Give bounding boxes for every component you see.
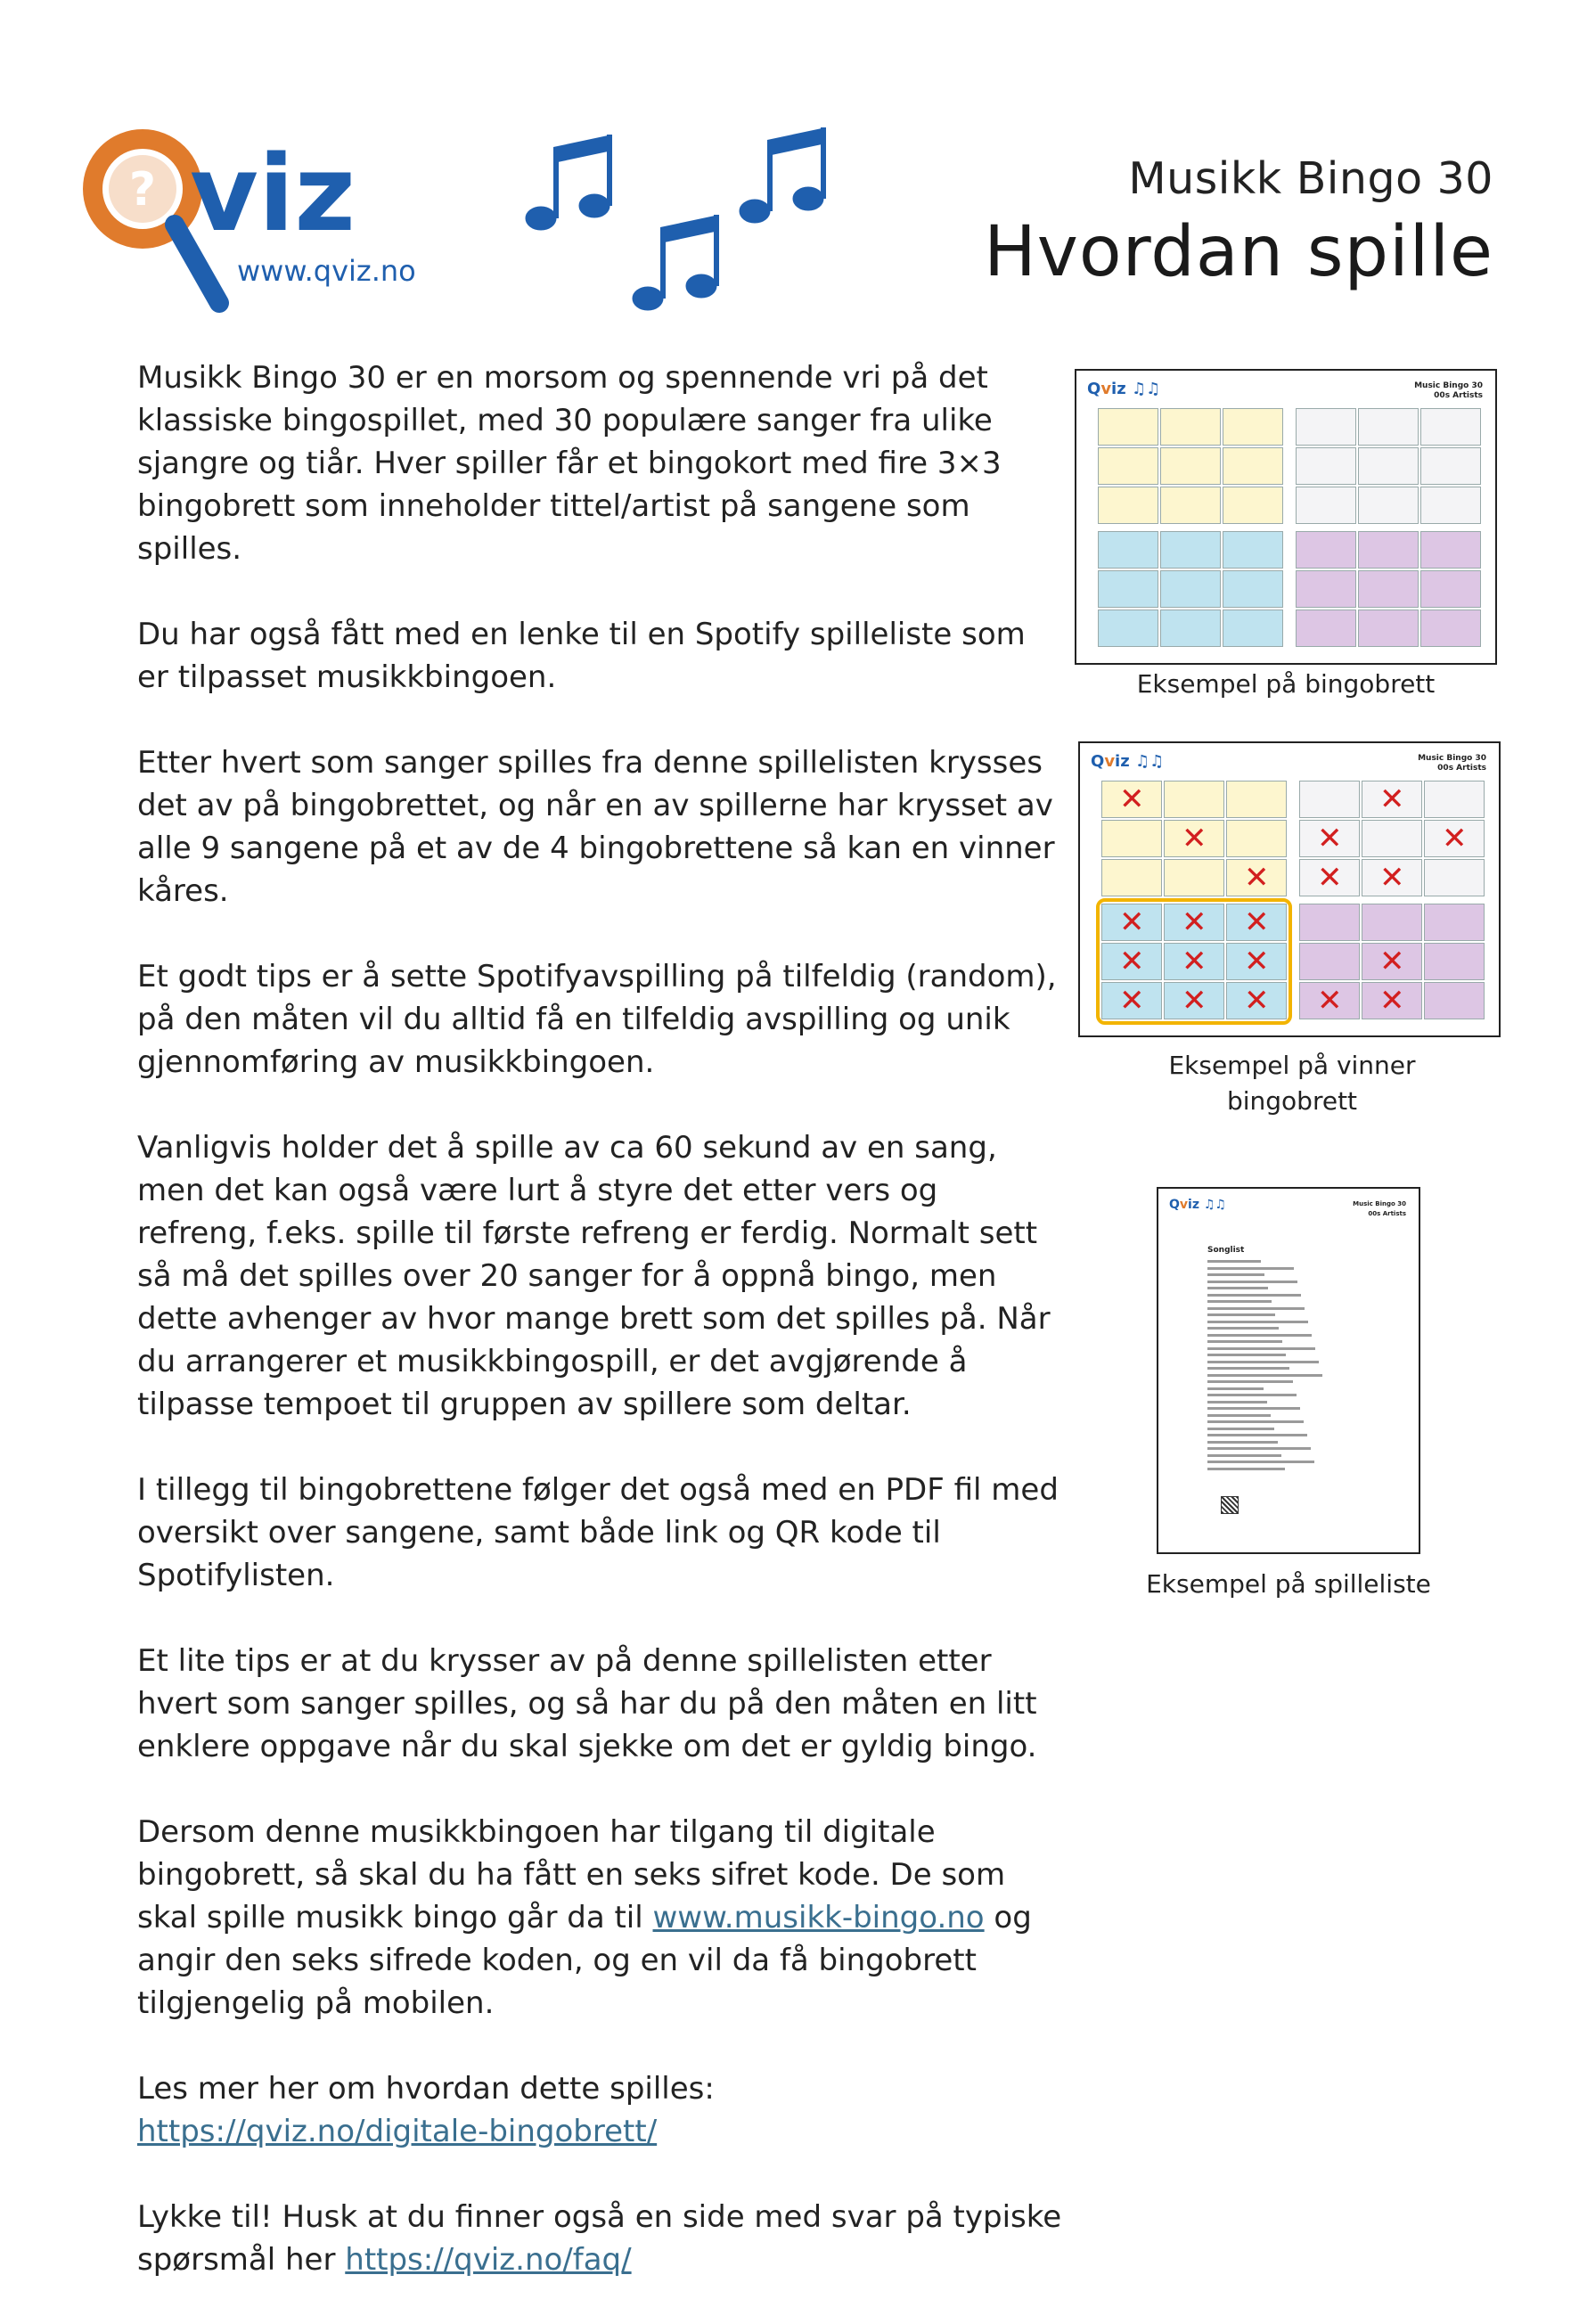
- bingo-cell: [1226, 820, 1287, 857]
- songlist-line: [1207, 1361, 1319, 1363]
- cross-mark-icon: ✕: [1182, 983, 1207, 1019]
- music-notes-icon: [521, 120, 842, 334]
- cross-mark-icon: ✕: [1317, 821, 1343, 856]
- caption-board: Eksempel på bingobrett: [1136, 669, 1436, 699]
- thumb-subtitle: 00s Artists: [1437, 764, 1486, 773]
- songlist-heading: Songlist: [1207, 1246, 1245, 1255]
- songlist-line: [1207, 1441, 1278, 1444]
- bingo-cell: [1420, 447, 1481, 485]
- songlist-line: [1207, 1347, 1315, 1350]
- thumb-logo: Qviz ♫♫: [1091, 752, 1165, 771]
- bingo-cell: [1362, 904, 1422, 941]
- bingo-cell: [1358, 487, 1419, 524]
- songlist-line: [1207, 1294, 1301, 1297]
- thumb-logo: Qviz ♫♫: [1087, 380, 1161, 398]
- songlist-line: [1207, 1387, 1264, 1390]
- svg-text:www.qviz.no: www.qviz.no: [237, 254, 416, 288]
- bingo-cell: [1098, 570, 1158, 608]
- cross-mark-icon: ✕: [1119, 904, 1145, 940]
- musikk-bingo-link[interactable]: www.musikk-bingo.no: [652, 1900, 985, 1935]
- bingo-board-example: [1075, 369, 1497, 665]
- bingo-cell: [1358, 447, 1419, 485]
- songlist-line: [1207, 1434, 1307, 1436]
- svg-text:viz: viz: [190, 132, 356, 255]
- songlist-line: [1207, 1334, 1312, 1337]
- songlist-line: [1207, 1321, 1308, 1323]
- paragraph-good-luck: Lykke til! Husk at du finner også en side med svar på typiske spørsmål her https://qviz.no/faq/: [137, 2199, 1062, 2278]
- songlist-line: [1207, 1468, 1285, 1470]
- bingo-cell: [1164, 781, 1224, 818]
- songlist-line: [1207, 1354, 1286, 1356]
- page-title: Hvordan spille: [984, 212, 1493, 292]
- paragraph-timing: Vanligvis holder det å spille av ca 60 sekund av en sang, men det kan også være lurt å styre det etter vers og refreng, f.eks. spille til første refreng er ferdig. Normalt sett så må det spilles over 20 sanger for å oppnå bingo, men dette avhenger av hvor mange brett som det spilles på. Når du arrangerer et musikkbingospill, er det avgjørende å tilpasse tempoet til gruppen av spillere som deltar.: [137, 1130, 1051, 1422]
- cross-mark-icon: ✕: [1244, 983, 1270, 1019]
- bingo-cell: [1424, 982, 1485, 1019]
- songlist-line: [1207, 1447, 1311, 1450]
- cross-mark-icon: ✕: [1379, 944, 1405, 979]
- cross-mark-icon: ✕: [1244, 860, 1270, 896]
- bingo-cell: [1098, 447, 1158, 485]
- thumb-title: Music Bingo 30: [1418, 754, 1486, 763]
- songlist-line: [1207, 1374, 1322, 1377]
- bingo-cell: [1420, 531, 1481, 569]
- bingo-cell: [1424, 859, 1485, 896]
- cross-mark-icon: ✕: [1317, 983, 1343, 1019]
- songlist-line: [1207, 1454, 1281, 1457]
- bingo-cell: [1098, 487, 1158, 524]
- bingo-cell: [1160, 570, 1221, 608]
- paragraph-random-tip: Et godt tips er å sette Spotifyavspilling på tilfeldig (random), på den måten vil du alltid få en tilfeldig avspilling og unik gjennomføring av musikkbingoen.: [137, 959, 1057, 1080]
- bingo-cell: [1296, 487, 1356, 524]
- cross-mark-icon: ✕: [1182, 944, 1207, 979]
- bingo-cell: [1420, 487, 1481, 524]
- songlist-line: [1207, 1394, 1297, 1396]
- qviz-logo: [78, 116, 435, 321]
- cross-mark-icon: ✕: [1182, 821, 1207, 856]
- winner-highlight: [1096, 898, 1292, 1025]
- paragraph-checklist-tip: Et lite tips er at du krysser av på denne spillelisten etter hvert som sanger spilles, og så har du på den måten en litt enklere oppgave når du skal sjekke om det er gyldig bingo.: [137, 1643, 1037, 1764]
- bingo-cell: [1424, 943, 1485, 980]
- bingo-cell: [1223, 570, 1283, 608]
- bingo-cell: [1160, 408, 1221, 446]
- bingo-cell: [1296, 570, 1356, 608]
- bingo-cell: [1223, 610, 1283, 647]
- bingo-cell: [1358, 531, 1419, 569]
- faq-link[interactable]: https://qviz.no/faq/: [345, 2242, 632, 2278]
- cross-mark-icon: ✕: [1119, 781, 1145, 817]
- bingo-cell: [1299, 781, 1360, 818]
- songlist-line: [1207, 1407, 1300, 1410]
- bingo-cell: [1358, 570, 1419, 608]
- bingo-cell: [1098, 610, 1158, 647]
- thumb-title: Music Bingo 30: [1353, 1200, 1406, 1207]
- cross-mark-icon: ✕: [1379, 781, 1405, 817]
- bingo-cell: [1223, 531, 1283, 569]
- thumb-subtitle: 00s Artists: [1368, 1210, 1406, 1217]
- songlist-line: [1207, 1260, 1261, 1263]
- caption-songlist: Eksempel på spilleliste: [1146, 1569, 1431, 1599]
- paragraph-read-more: Les mer her om hvordan dette spilles: https://qviz.no/digitale-bingobrett/: [137, 2071, 715, 2149]
- bingo-cell: [1160, 447, 1221, 485]
- songlist-line: [1207, 1281, 1297, 1283]
- thumb-logo: Qviz ♫♫: [1169, 1198, 1226, 1212]
- bingo-cell: [1160, 610, 1221, 647]
- bingo-cell: [1296, 408, 1356, 446]
- winner-board-example: [1078, 741, 1501, 1037]
- songlist-line: [1207, 1401, 1267, 1403]
- bingo-cell: [1358, 408, 1419, 446]
- bingo-cell: [1101, 820, 1162, 857]
- thumb-subtitle: 00s Artists: [1434, 391, 1483, 400]
- songlist-line: [1207, 1380, 1293, 1383]
- songlist-line: [1207, 1461, 1314, 1463]
- songlist-line: [1207, 1420, 1304, 1423]
- bingo-cell: [1424, 781, 1485, 818]
- cross-mark-icon: ✕: [1379, 983, 1405, 1019]
- songlist-line: [1207, 1340, 1282, 1343]
- page-subtitle: Musikk Bingo 30: [1128, 153, 1493, 204]
- bingo-cell: [1223, 487, 1283, 524]
- bingo-cell: [1223, 447, 1283, 485]
- bingo-cell: [1223, 408, 1283, 446]
- songlist-line: [1207, 1414, 1271, 1417]
- instructions-body: [137, 356, 1064, 2324]
- cross-mark-icon: ✕: [1119, 983, 1145, 1019]
- paragraph-pdf: I tillegg til bingobrettene følger det også med en PDF fil med oversikt over sangene, samt både link og QR kode til Spotifylisten.: [137, 1472, 1059, 1593]
- bingo-cell: [1299, 943, 1360, 980]
- songlist-line: [1207, 1428, 1274, 1430]
- bingo-cell: [1299, 904, 1360, 941]
- bingo-cell: [1160, 531, 1221, 569]
- caption-winner: Eksempel på vinner bingobrett: [1168, 1051, 1416, 1116]
- svg-text:?: ?: [128, 163, 157, 217]
- bingo-cell: [1296, 531, 1356, 569]
- songlist-line: [1207, 1300, 1272, 1303]
- bingo-cell: [1296, 447, 1356, 485]
- bingo-cell: [1226, 781, 1287, 818]
- bingo-cell: [1358, 610, 1419, 647]
- bingo-cell: [1362, 820, 1422, 857]
- cross-mark-icon: ✕: [1119, 944, 1145, 979]
- songlist-line: [1207, 1287, 1268, 1289]
- songlist-line: [1207, 1367, 1289, 1370]
- songlist-line: [1207, 1327, 1279, 1330]
- paragraph-spotify: Du har også fått med en lenke til en Spotify spilleliste som er tilpasset musikkbingoen.: [137, 617, 1026, 695]
- cross-mark-icon: ✕: [1379, 860, 1405, 896]
- cross-mark-icon: ✕: [1244, 944, 1270, 979]
- bingo-cell: [1101, 859, 1162, 896]
- thumb-title: Music Bingo 30: [1414, 381, 1483, 390]
- cross-mark-icon: ✕: [1244, 904, 1270, 940]
- bingo-cell: [1164, 859, 1224, 896]
- songlist-line: [1207, 1267, 1294, 1270]
- cross-mark-icon: ✕: [1182, 904, 1207, 940]
- digitale-bingobrett-link[interactable]: https://qviz.no/digitale-bingobrett/: [137, 2114, 658, 2149]
- bingo-cell: [1160, 487, 1221, 524]
- bingo-cell: [1420, 570, 1481, 608]
- songlist-example: [1157, 1187, 1420, 1554]
- bingo-cell: [1420, 408, 1481, 446]
- bingo-cell: [1420, 610, 1481, 647]
- bingo-cell: [1296, 610, 1356, 647]
- cross-mark-icon: ✕: [1442, 821, 1468, 856]
- songlist-line: [1207, 1307, 1305, 1310]
- cross-mark-icon: ✕: [1317, 860, 1343, 896]
- paragraph-digital: Dersom denne musikkbingoen har tilgang til digitale bingobrett, så skal du ha fått en seks sifret kode. De som skal spille musikk bingo går da til www.musikk-bingo.no og angir den seks sifrede koden, og en vil da få bingobrett tilgjengelig på mobilen.: [137, 1814, 1032, 2021]
- paragraph-rules: Etter hvert som sanger spilles fra denne spillelisten krysses det av på bingobrettet, og når en av spillerne har krysset av alle 9 sangene på et av de 4 bingobrettene så kan en vinner kåres.: [137, 745, 1055, 909]
- bingo-cell: [1424, 904, 1485, 941]
- songlist-line: [1207, 1273, 1264, 1276]
- songlist-line: [1207, 1313, 1275, 1316]
- bingo-cell: [1098, 408, 1158, 446]
- qr-code-icon: [1221, 1496, 1239, 1514]
- paragraph-intro: Musikk Bingo 30 er en morsom og spennende vri på det klassiske bingospillet, med 30 populære sanger fra ulike sjangre og tiår. Hver spiller får et bingokort med fire 3×3 bingobrett som inneholder tittel/artist på sangene som spilles.: [137, 360, 1002, 567]
- bingo-cell: [1098, 531, 1158, 569]
